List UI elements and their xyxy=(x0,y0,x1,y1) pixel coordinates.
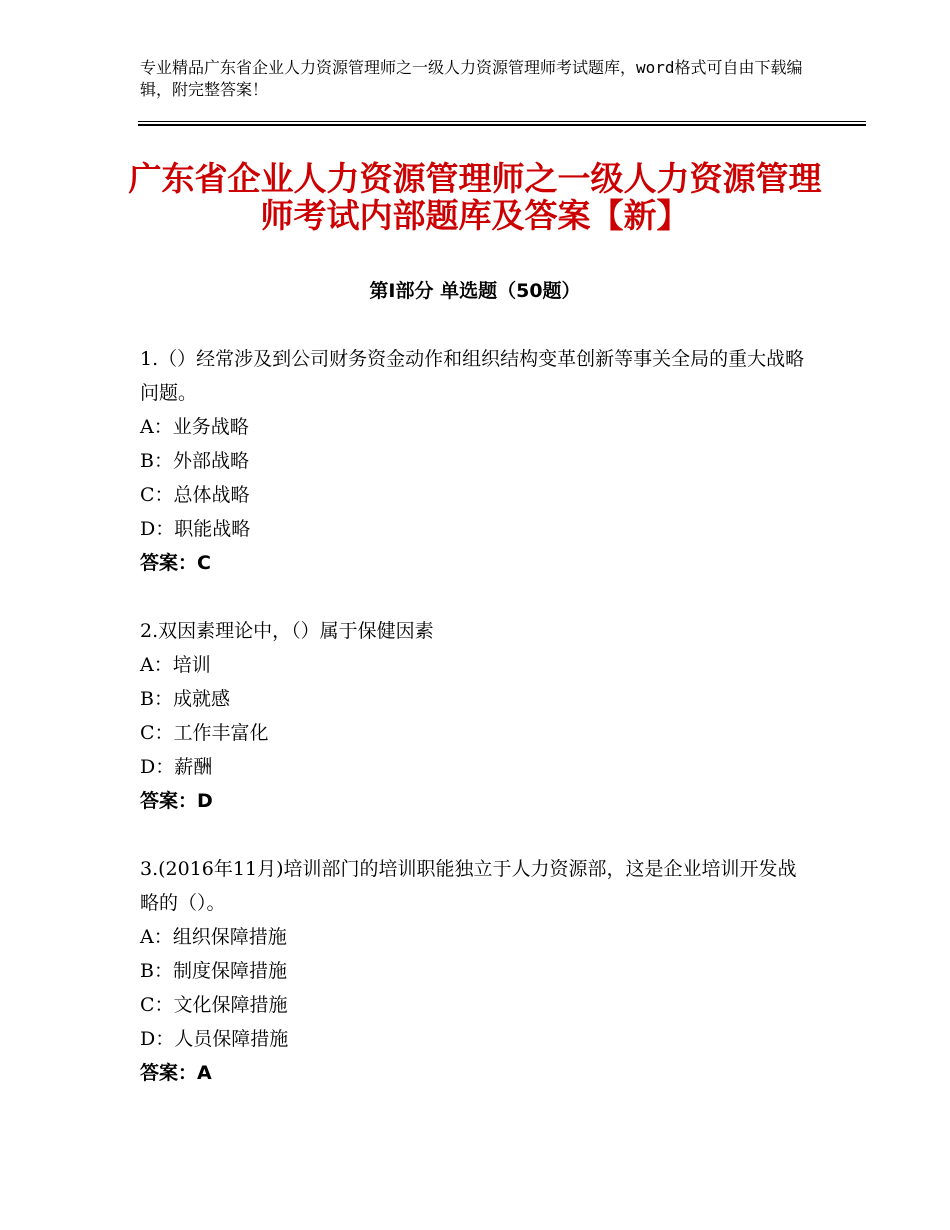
option-c: C：工作丰富化 xyxy=(140,722,269,744)
question-list xyxy=(140,342,810,1124)
option-b: B：成就感 xyxy=(140,688,230,710)
section-heading: 第Ⅰ部分 单选题（50题） xyxy=(369,280,581,302)
option-b: B：制度保障措施 xyxy=(140,960,287,982)
option-c: C：总体战略 xyxy=(140,484,250,506)
option-c: C：文化保障措施 xyxy=(140,994,288,1016)
question-stem: 1.（）经常涉及到公司财务资金动作和组织结构变革创新等事关全局的重大战略问题。 xyxy=(140,348,805,404)
answer-label: 答案：D xyxy=(140,790,213,812)
header-divider-thin xyxy=(138,121,866,122)
header-divider-thick xyxy=(138,124,866,126)
answer-label: 答案：A xyxy=(140,1062,212,1084)
answer-label: 答案：C xyxy=(140,552,211,574)
option-d: D：职能战略 xyxy=(140,518,251,540)
question-stem: 2.双因素理论中，（）属于保健因素 xyxy=(140,620,434,642)
option-b: B：外部战略 xyxy=(140,450,249,472)
question-3 xyxy=(140,852,810,1090)
option-d: D：人员保障措施 xyxy=(140,1028,289,1050)
option-a: A：培训 xyxy=(140,654,211,676)
option-a: A：业务战略 xyxy=(140,416,249,438)
question-2 xyxy=(140,614,810,818)
option-a: A：组织保障措施 xyxy=(140,926,287,948)
question-1 xyxy=(140,342,810,580)
header-note: 专业精品广东省企业人力资源管理师之一级人力资源管理师考试题库，word格式可自由下载编辑，附完整答案！ xyxy=(140,58,803,99)
question-stem: 3.(2016年11月)培训部门的培训职能独立于人力资源部，这是企业培训开发战略的（）。 xyxy=(140,858,797,914)
document-title: 广东省企业人力资源管理师之一级人力资源管理师考试内部题库及答案【新】 xyxy=(128,159,822,235)
option-d: D：薪酬 xyxy=(140,756,213,778)
